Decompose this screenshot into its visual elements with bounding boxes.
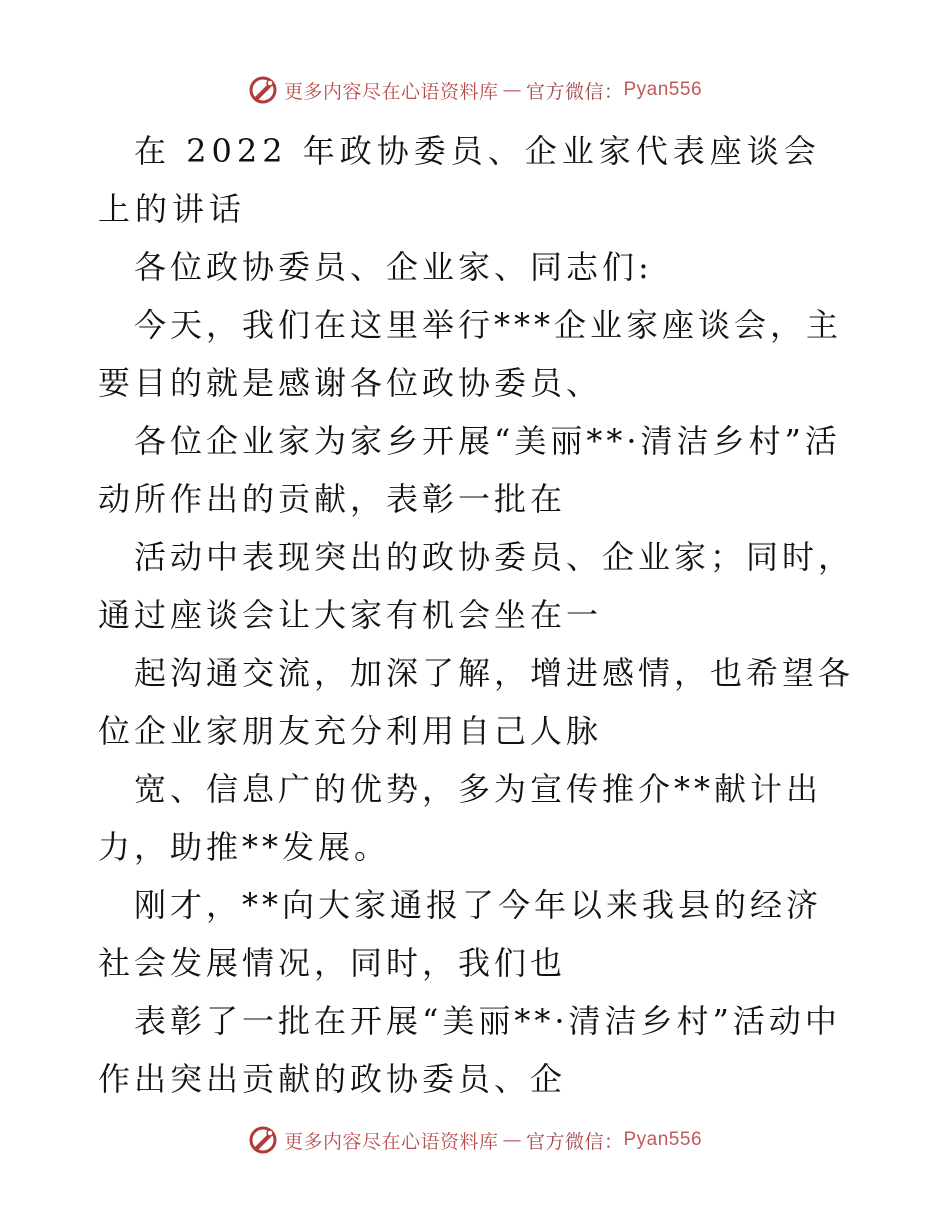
pen-logo-icon — [248, 75, 278, 105]
watermark-label: 官方微信： — [525, 80, 624, 103]
watermark-separator: — — [502, 79, 522, 101]
watermark-handle: Pyan556 — [623, 1129, 703, 1150]
header-watermark — [0, 70, 950, 110]
body-paragraph: 刚才，**向大家通报了今年以来我县的经济社会发展情况，同时，我们也 — [98, 886, 823, 982]
footer-watermark — [0, 1120, 950, 1160]
body-paragraph: 今天，我们在这里举行***企业家座谈会，主要目的就是感谢各位政协委员、 — [98, 306, 843, 402]
watermark-label: 官方微信： — [525, 1130, 624, 1153]
body-paragraph: 活动中表现突出的政协委员、企业家；同时，通过座谈会让大家有机会坐在一 — [98, 538, 855, 634]
body-paragraph: 宽、信息广的优势，多为宣传推介**献计出力，助推**发展。 — [98, 770, 823, 866]
pen-logo-icon — [248, 1125, 278, 1155]
document-body — [98, 122, 854, 1108]
watermark-separator: — — [502, 1129, 522, 1151]
watermark-handle: Pyan556 — [623, 79, 703, 100]
body-paragraph: 各位企业家为家乡开展“美丽**·清洁乡村”活动所作出的贡献，表彰一批在 — [98, 422, 841, 518]
body-paragraph: 表彰了一批在开展“美丽**·清洁乡村”活动中作出突出贡献的政协委员、企 — [98, 1002, 841, 1098]
document-title: 在 2022 年政协委员、企业家代表座谈会上的讲话 — [98, 132, 821, 228]
body-paragraph: 起沟通交流，加深了解，增进感情，也希望各位企业家朋友充分利用自己人脉 — [98, 654, 855, 750]
salutation: 各位政协委员、企业家、同志们: — [134, 248, 653, 286]
watermark-main-text: 更多内容尽在心语资料库 — [283, 1130, 499, 1153]
watermark-main-text: 更多内容尽在心语资料库 — [283, 80, 499, 103]
